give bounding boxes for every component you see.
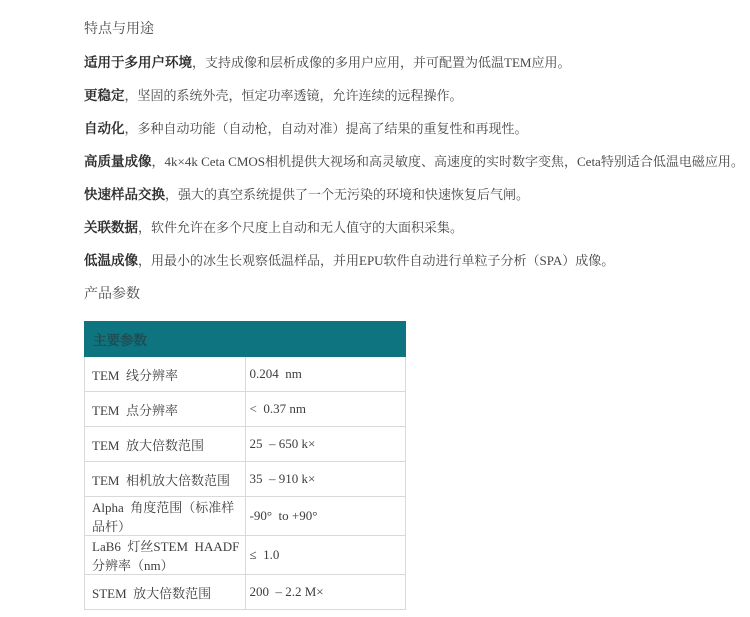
feature-desc: ，多种自动功能（自动枪，自动对准）提高了结果的重复性和再现性。 [124, 121, 528, 136]
feature-item [84, 220, 744, 236]
feature-term: 高质量成像 [84, 154, 152, 169]
feature-desc: ，软件允许在多个尺度上自动和无人值守的大面积采集。 [138, 220, 464, 235]
feature-desc: ，强大的真空系统提供了一个无污染的环境和快速恢复后气闸。 [165, 187, 530, 202]
feature-item [84, 253, 744, 269]
feature-term: 快速样品交换 [84, 187, 165, 202]
spec-name: LaB6 灯丝STEM HAADF 分辨率（nm） [85, 536, 246, 575]
spec-name: TEM 点分辨率 [85, 392, 246, 427]
table-row [85, 497, 406, 536]
table-row [85, 427, 406, 462]
feature-item [84, 88, 744, 104]
table-row [85, 392, 406, 427]
feature-item [84, 187, 744, 203]
feature-term: 自动化 [84, 121, 125, 136]
feature-item [84, 154, 744, 170]
specs-header-row [85, 322, 406, 357]
table-row [85, 462, 406, 497]
spec-value: ≤ 1.0 [245, 536, 406, 575]
table-row [85, 536, 406, 575]
section-title-params: 产品参数 [84, 285, 140, 301]
feature-item [84, 121, 744, 137]
feature-term: 低温成像 [84, 253, 138, 268]
spec-value: 25 – 650 k× [245, 427, 406, 462]
spec-name: TEM 线分辨率 [85, 357, 246, 392]
spec-value: 0.204 nm [245, 357, 406, 392]
spec-value: 200 – 2.2 M× [245, 575, 406, 610]
spec-name: TEM 放大倍数范围 [85, 427, 246, 462]
spec-value: 35 – 910 k× [245, 462, 406, 497]
feature-term: 适用于多用户环境 [84, 55, 192, 70]
spec-name: TEM 相机放大倍数范围 [85, 462, 246, 497]
specs-table [84, 321, 406, 610]
feature-item [84, 55, 744, 71]
feature-term: 更稳定 [84, 88, 125, 103]
table-row [85, 357, 406, 392]
section-title-features: 特点与用途 [84, 20, 154, 36]
specs-table-header: 主要参数 [85, 322, 406, 357]
spec-value: -90° to +90° [245, 497, 406, 536]
feature-desc: ，用最小的冰生长观察低温样品，并用EPU软件自动进行单粒子分析（SPA）成像。 [138, 253, 615, 268]
feature-term: 关联数据 [84, 220, 138, 235]
feature-desc: ，4k×4k Ceta CMOS相机提供大视场和高灵敏度、高速度的实时数字变焦，Ceta特别适合低温电磁应用。 [151, 154, 744, 169]
feature-desc: ，坚固的系统外壳，恒定功率透镜，允许连续的远程操作。 [124, 88, 463, 103]
spec-name: STEM 放大倍数范围 [85, 575, 246, 610]
table-row [85, 575, 406, 610]
spec-value: < 0.37 nm [245, 392, 406, 427]
feature-desc: ，支持成像和层析成像的多用户应用，并可配置为低温TEM应用。 [192, 55, 571, 70]
spec-name: Alpha 角度范围（标准样品杆） [85, 497, 246, 536]
